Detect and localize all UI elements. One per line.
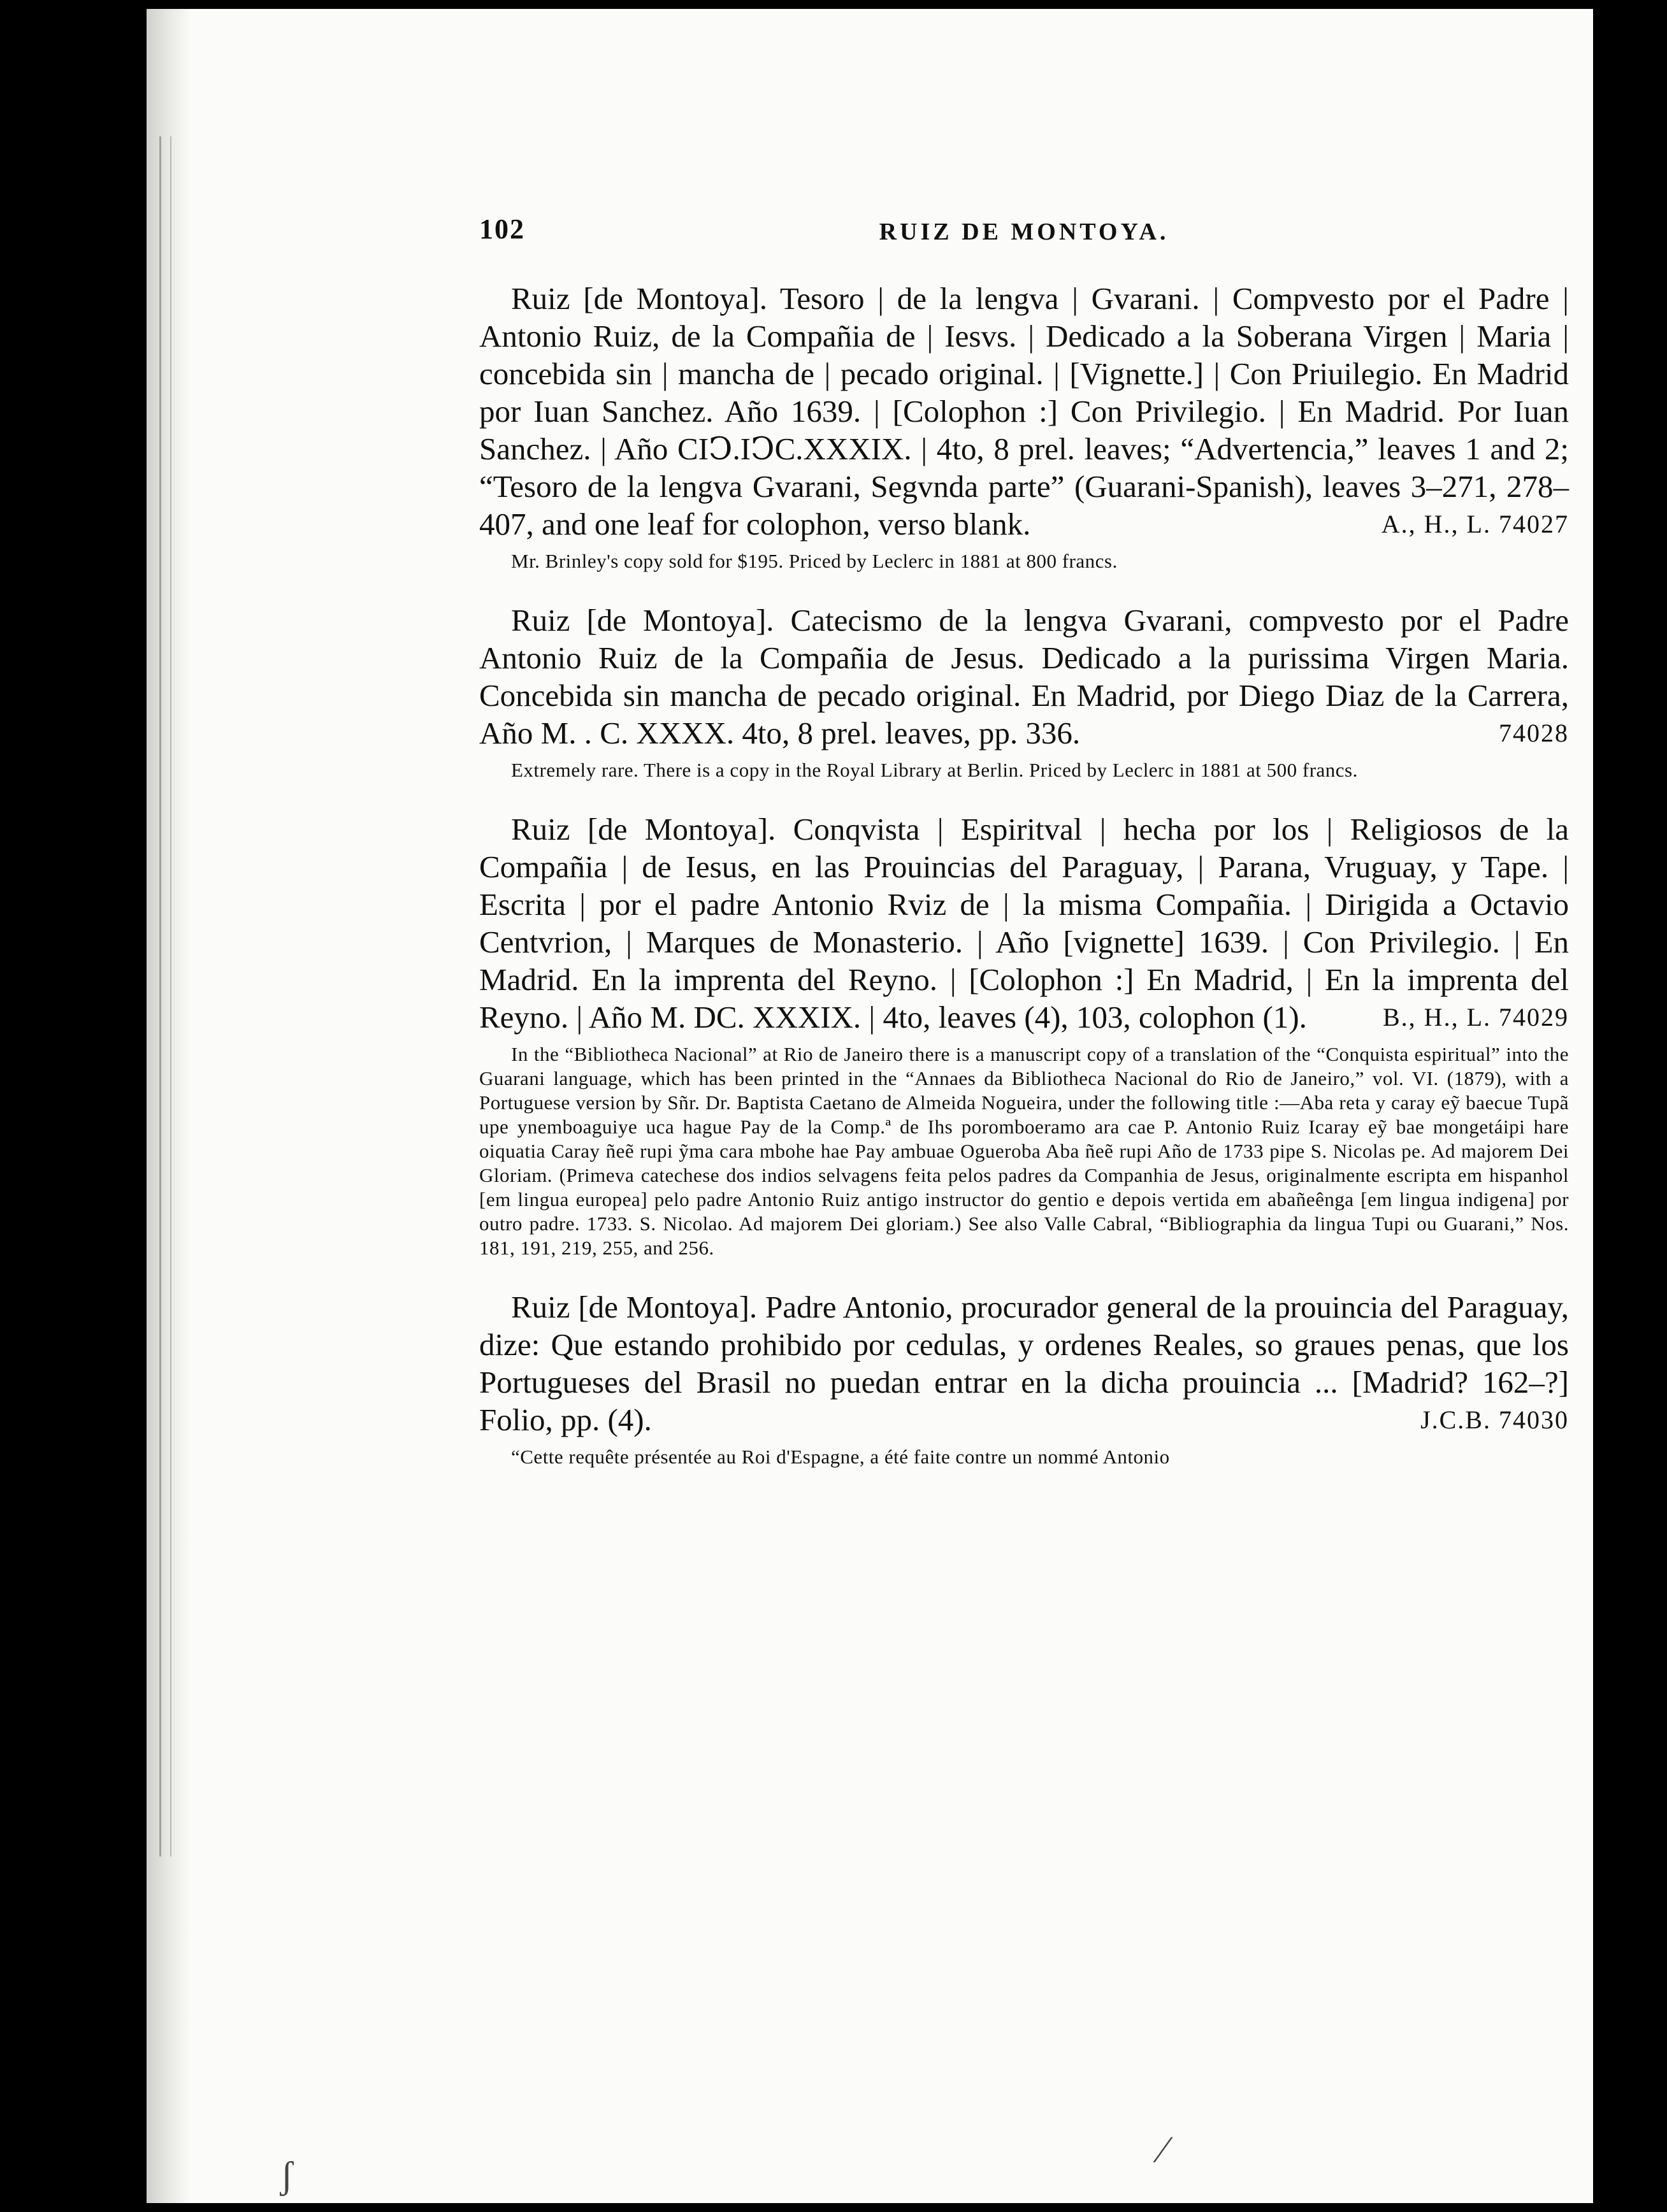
entry-note: “Cette requête présentée au Roi d'Espagne, a été faite contre un nommé Antonio: [511, 1446, 1170, 1468]
entry-body: Ruiz [de Montoya]. Catecismo de la lengva Gvarani, compvesto por el Padre Antonio Ruiz de la Compañia de Jesus. Dedicado a la purissima Virgen Maria. Concebida sin mancha de pecado original. En Madrid, por Diego Diaz de la Carrera, Año M. . C. XXXX. 4to, 8 prel. leaves, pp. 336.: [479, 603, 1569, 750]
entry-text: [479, 280, 1569, 543]
entry-reference: B., H., L. 74029: [1383, 1003, 1569, 1031]
entry-note: Extremely rare. There is a copy in the Royal Library at Berlin. Priced by Leclerc in 1881 at 500 francs.: [511, 759, 1358, 781]
bibliography-entry: [479, 1288, 1569, 1469]
running-head: RUIZ DE MONTOYA.: [879, 219, 1169, 245]
entry-reference: J.C.B. 74030: [1420, 1405, 1569, 1434]
bibliography-entry: [479, 810, 1569, 1260]
entry-text: [479, 601, 1569, 752]
entry-body: Ruiz [de Montoya]. Padre Antonio, procurador general de la prouincia del Paraguay, dize: Que estando prohibido por cedulas, y ordenes Reales, so graues penas, que los Portugueses del Brasil no puedan entrar en la dicha prouincia ... [Madrid? 162–?] Folio, pp. (4).: [479, 1289, 1569, 1437]
entry-reference: A., H., L. 74027: [1381, 510, 1569, 538]
scan-artifact: ⁄: [1160, 2129, 1167, 2171]
page-content: [479, 280, 1569, 1497]
bibliography-entry: [479, 601, 1569, 782]
page-number: 102: [479, 213, 525, 245]
entry-text: [479, 810, 1569, 1036]
entry-reference: 74028: [1499, 719, 1569, 747]
entry-body: Ruiz [de Montoya]. Conqvista | Espiritval | hecha por los | Religiosos de la Compañia | de Iesus, en las Prouincias del Paraguay, | Parana, Vruguay, y Tape. | Escrita | por el padre Antonio Rviz de | la misma Compañia. | Dirigida a Octavio Centvrion, | Marques de Monasterio. | Año [vignette] 1639. | Con Privilegio. | En Madrid. En la imprenta del Reyno. | [Colophon :] En Madrid, | En la imprenta del Reyno. | Año M. DC. XXXIX. | 4to, leaves (4), 103, colophon (1).: [479, 812, 1569, 1035]
scan-artifact: ʃ: [280, 2154, 293, 2196]
book-page: [147, 9, 1593, 2203]
entry-body: Ruiz [de Montoya]. Tesoro | de la lengva | Gvarani. | Compvesto por el Padre | Antonio Ruiz, de la Compañia de | Iesvs. | Dedicado a la Soberana Virgen | Maria | concebida sin | mancha de | pecado original. | [Vignette.] | Con Priuilegio. En Madrid por Iuan Sanchez. Año 1639. | [Colophon :] Con Privilegio. | En Madrid. Por Iuan Sanchez. | Año CIↃ.IↃC.XXXIX. | 4to, 8 prel. leaves; “Advertencia,” leaves 1 and 2; “Tesoro de la lengva Gvarani, Segvnda parte” (Guarani-Spanish), leaves 3–271, 278–407, and one leaf for colophon, verso blank.: [479, 281, 1569, 542]
page-header: [479, 213, 1569, 251]
entry-text: [479, 1288, 1569, 1439]
entry-note: In the “Bibliotheca Nacional” at Rio de Janeiro there is a manuscript copy of a translation of the “Conquista espiritual” into the Guarani language, which has been printed in the “Annaes da Bibliotheca Nacional do Rio de Janeiro,” vol. VI. (1879), with a Portuguese version by Sñr. Dr. Baptista Caetano de Almeida Nogueira, under the following title :—Aba reta y caray eỹ baecue Tupã upe ynemboaguiye uca hague Pay de la Comp.ª de Ihs poromboeramo ara cae P. Antonio Ruiz Icaray eỹ bae mongetáipi hare oiquatia Caray ñeẽ rupi ỹma cara mbohe hae Pay ambuae Ogueroba Aba ñeẽ rupi Año de 1733 pipe S. Nicolas pe. Ad majorem Dei Gloriam. (Primeva catechese dos indios selvagens feita pelos padres da Companhia de Jesus, originalmente escripta em hispanhol [em lingua europea] pelo padre Antonio Ruiz antigo instructor do gentio e depois vertida em abañeênga [em lingua indigena] por outro padre. 1733. S. Nicolao. Ad majorem Dei gloriam.) See also Valle Cabral, “Bibliographia da lingua Tupi ou Guarani,” Nos. 181, 191, 219, 255, and 256.: [479, 1043, 1569, 1259]
bibliography-entry: [479, 280, 1569, 573]
page-edge: [159, 136, 171, 1856]
entry-note: Mr. Brinley's copy sold for $195. Priced by Leclerc in 1881 at 800 francs.: [511, 550, 1118, 572]
